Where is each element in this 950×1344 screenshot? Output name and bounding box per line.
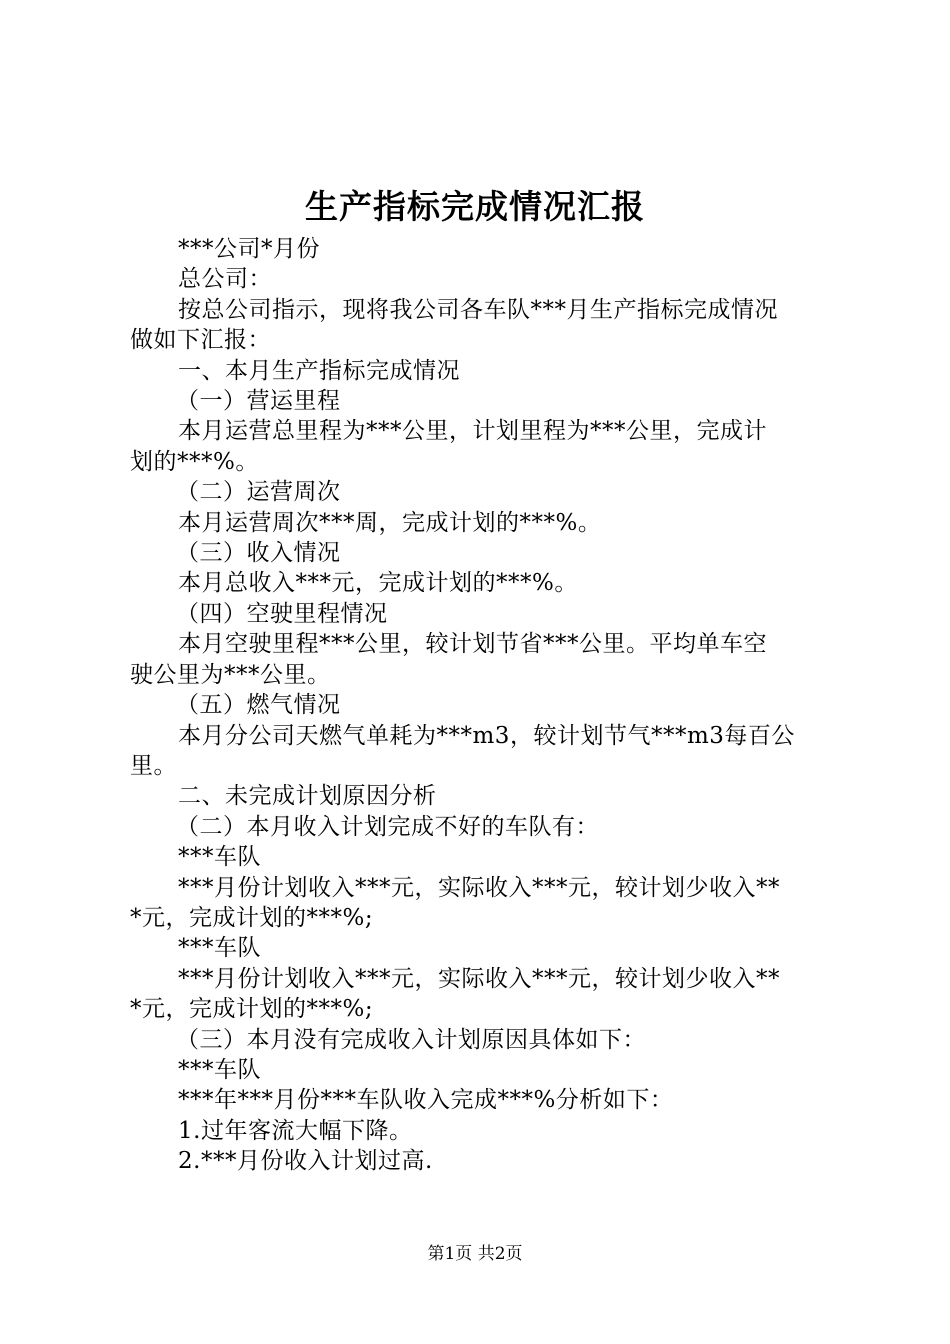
subsection-heading-income: （三）收入情况: [176, 540, 341, 567]
fleet-1-paragraph-line-2: *元，完成计划的***%;: [130, 904, 374, 931]
gas-paragraph-line-1: 本月分公司天燃气单耗为***m3，较计划节气***m3每百公: [178, 722, 795, 749]
income-paragraph: 本月总收入***元，完成计划的***%。: [178, 570, 578, 597]
mileage-paragraph-line-1: 本月运营总里程为***公里，计划里程为***公里，完成计: [178, 418, 767, 445]
fleet-2-paragraph-line-1: ***月份计划收入***元，实际收入***元，较计划少收入**: [178, 965, 780, 992]
fleet-2-paragraph-line-2: *元，完成计划的***%;: [130, 996, 374, 1023]
subsection-heading-reasons: （三）本月没有完成收入计划原因具体如下：: [176, 1026, 646, 1053]
subsection-heading-gas: （五）燃气情况: [176, 692, 341, 719]
reason-item-2: 2.***月份收入计划过高.: [178, 1148, 433, 1175]
gas-paragraph-line-2: 里。: [130, 752, 177, 779]
company-month-line: ***公司*月份: [178, 236, 320, 262]
subsection-heading-trips: （二）运营周次: [176, 479, 341, 506]
mileage-paragraph-line-2: 划的***%。: [130, 448, 259, 475]
subsection-heading-empty-mileage: （四）空驶里程情况: [176, 600, 388, 627]
subsection-heading-mileage: （一）营运里程: [176, 388, 341, 415]
intro-paragraph-line-1: 按总公司指示，现将我公司各车队***月生产指标完成情况: [178, 296, 778, 323]
salutation: 总公司：: [178, 266, 272, 293]
analysis-intro: ***年***月份***车队收入完成***%分析如下：: [178, 1087, 674, 1114]
fleet-label-1: ***车队: [178, 844, 261, 871]
subsection-heading-underperforming: （二）本月收入计划完成不好的车队有：: [176, 813, 599, 840]
page-footer: 第1页 共2页: [427, 1244, 523, 1264]
document-title: 生产指标完成情况汇报: [305, 187, 645, 226]
document-body: [130, 234, 830, 1177]
fleet-label-2: ***车队: [178, 935, 261, 962]
intro-paragraph-line-2: 做如下汇报：: [130, 327, 271, 354]
fleet-label-3: ***车队: [178, 1056, 261, 1083]
trips-paragraph: 本月运营周次***周，完成计划的***%。: [178, 509, 602, 536]
reason-item-1: 1.过年客流大幅下降。: [178, 1117, 413, 1144]
section-heading-2: 二、未完成计划原因分析: [178, 783, 437, 810]
section-heading-1: 一、本月生产指标完成情况: [178, 357, 460, 384]
empty-mileage-paragraph-line-2: 驶公里为***公里。: [130, 661, 331, 688]
fleet-1-paragraph-line-1: ***月份计划收入***元，实际收入***元，较计划少收入**: [178, 874, 780, 901]
empty-mileage-paragraph-line-1: 本月空驶里程***公里，较计划节省***公里。平均单车空: [178, 631, 767, 658]
